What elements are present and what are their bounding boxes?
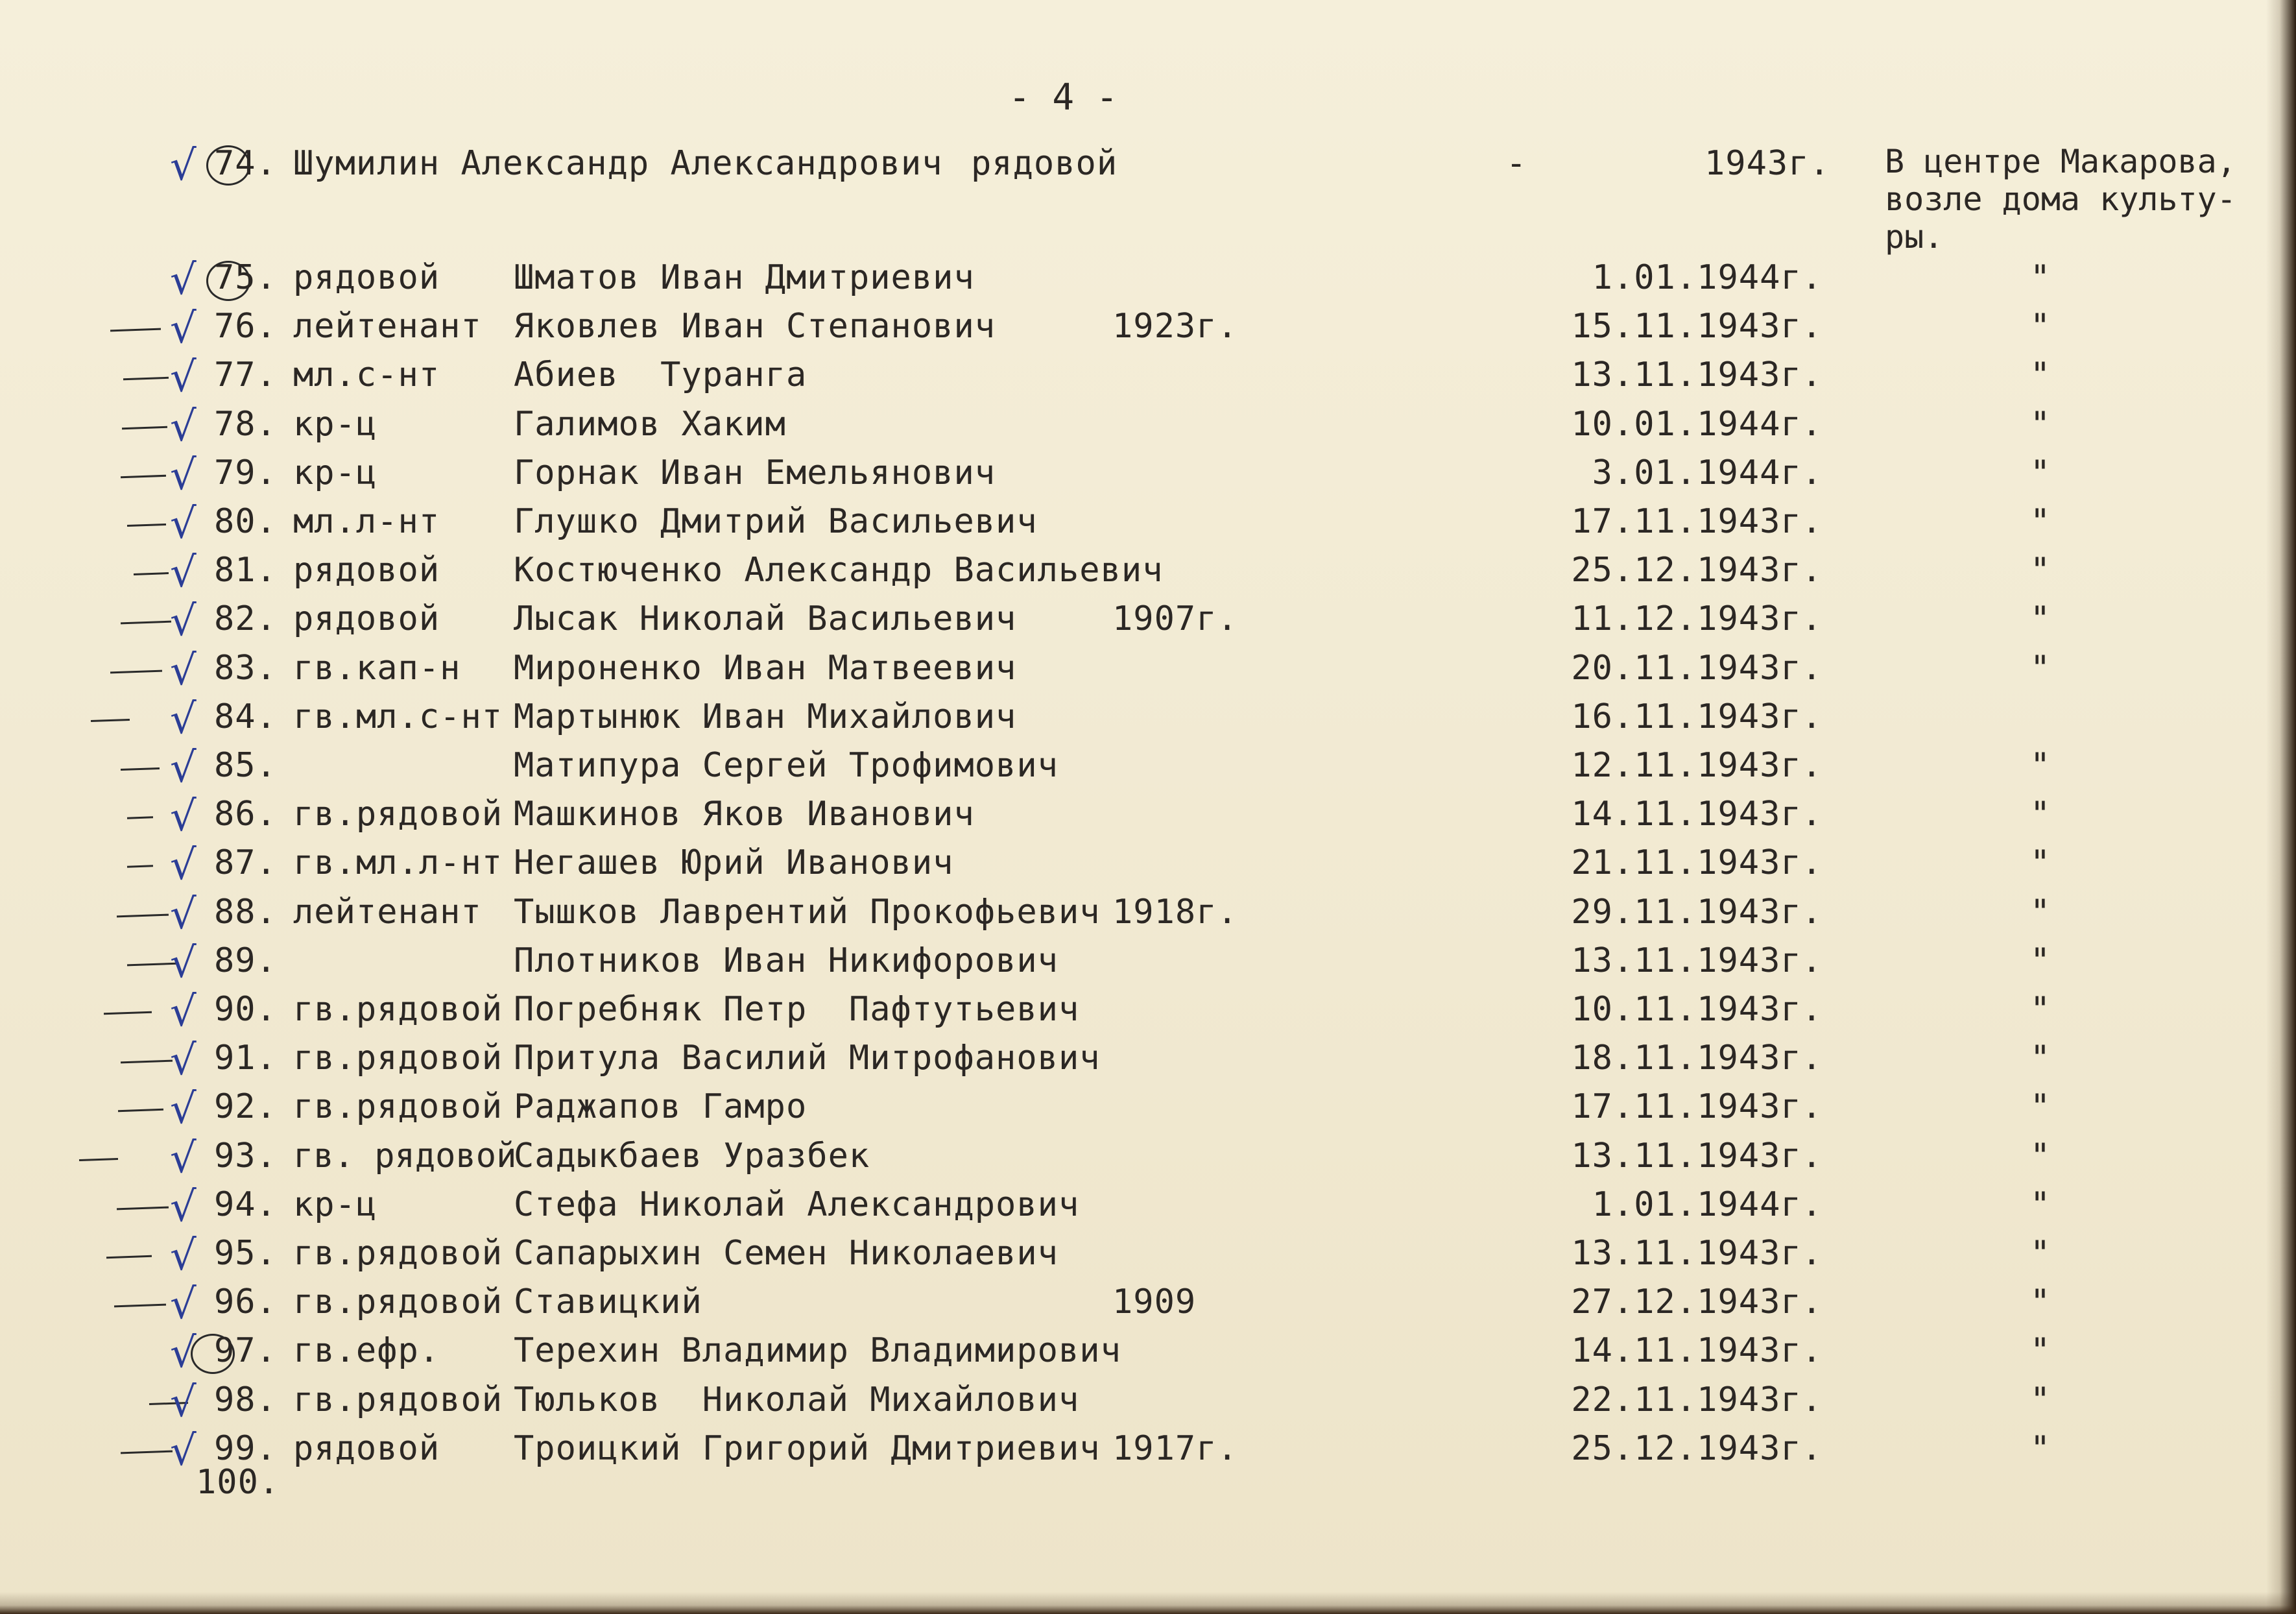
- row-place: ": [2029, 649, 2051, 688]
- table-row: [0, 746, 2296, 791]
- row-date: 13.11.1943г.: [1571, 1234, 1823, 1273]
- row-number: 99.: [214, 1429, 277, 1468]
- row-name: Раджапов Гамро: [514, 1087, 807, 1126]
- row-name: Стефа Николай Александрович: [514, 1185, 1080, 1224]
- check-mark-icon: √: [170, 1232, 197, 1280]
- check-mark-icon: √: [170, 305, 197, 353]
- row-date: 21.11.1943г.: [1571, 843, 1823, 882]
- row-date: 13.11.1943г.: [1571, 355, 1823, 394]
- row-rank: рядовой: [293, 258, 440, 297]
- row-number: 87.: [214, 843, 277, 882]
- row-name: Плотников Иван Никифорович: [514, 941, 1058, 980]
- row-number: 98.: [214, 1380, 277, 1419]
- table-row: [0, 307, 2296, 352]
- row-rank: гв.кап-н: [293, 649, 461, 688]
- row-number: 89.: [214, 941, 277, 980]
- row-place: ": [2029, 599, 2051, 638]
- table-row: [0, 1185, 2296, 1231]
- row-number: 100.: [196, 1463, 280, 1502]
- row-date: 1.01.1944г.: [1592, 1185, 1823, 1224]
- row-place: ": [2029, 502, 2051, 541]
- table-row: [0, 649, 2296, 694]
- dash-mark: [121, 1060, 173, 1064]
- row-place: ": [2029, 990, 2051, 1029]
- row-name: Лысак Николай Васильевич: [514, 599, 1017, 638]
- row-place: ": [2029, 355, 2051, 394]
- row-name: Притула Василий Митрофанович: [514, 1039, 1101, 1078]
- row-rank: гв.рядовой: [293, 1283, 503, 1321]
- check-mark-icon: √: [170, 142, 197, 190]
- row-number: 80.: [214, 502, 277, 541]
- row-rank: лейтенант: [293, 307, 482, 346]
- row-date: 13.11.1943г.: [1571, 941, 1823, 980]
- row-name: Сапарыхин Семен Николаевич: [514, 1234, 1058, 1273]
- dash-mark: [121, 767, 160, 771]
- table-row: [0, 843, 2296, 889]
- check-mark-icon: √: [170, 988, 197, 1036]
- check-mark-icon: √: [170, 452, 197, 500]
- row-name: Шумилин Александр Александрович: [293, 144, 943, 183]
- dash-mark: [110, 328, 161, 332]
- row-rank: лейтенант: [293, 893, 482, 932]
- row-rank: гв.рядовой: [293, 1380, 503, 1419]
- row-date: 20.11.1943г.: [1571, 649, 1823, 688]
- row-date: 16.11.1943г.: [1571, 697, 1823, 736]
- row-date: 14.11.1943г.: [1571, 1331, 1823, 1370]
- row-date: 11.12.1943г.: [1571, 599, 1823, 638]
- row-rank: кр-ц: [293, 1185, 377, 1224]
- table-row: [0, 355, 2296, 401]
- dash-mark: [121, 1451, 173, 1454]
- row-number: 97.: [214, 1331, 277, 1370]
- check-mark-icon: √: [170, 695, 197, 743]
- row-number: 95.: [214, 1234, 277, 1273]
- row-dash: -: [1506, 144, 1527, 183]
- dash-mark: [118, 1109, 163, 1112]
- table-row: [0, 405, 2296, 450]
- row-number: 85.: [214, 746, 277, 785]
- row-name: Мартынюк Иван Михайлович: [514, 697, 1017, 736]
- row-number: 76.: [214, 307, 277, 346]
- table-row-100: [0, 1463, 2296, 1508]
- check-mark-icon: √: [170, 597, 197, 645]
- row-date: 3.01.1944г.: [1592, 453, 1823, 492]
- check-mark-icon: √: [170, 354, 197, 402]
- row-number: 75.: [214, 258, 277, 297]
- dash-mark: [117, 1207, 169, 1210]
- row-number: 81.: [214, 551, 277, 590]
- row-number: 92.: [214, 1087, 277, 1126]
- table-row: [0, 990, 2296, 1035]
- dash-mark: [117, 914, 169, 918]
- row-rank: мл.с-нт: [293, 355, 440, 394]
- dash-mark: [123, 377, 169, 380]
- row-name: Шматов Иван Дмитриевич: [514, 258, 975, 297]
- row-place: ": [2029, 1429, 2051, 1468]
- row-rank: гв.рядовой: [293, 1087, 503, 1126]
- dash-mark: [114, 1304, 166, 1308]
- row-place: ": [2029, 1185, 2051, 1224]
- table-row: [0, 1283, 2296, 1328]
- row-date: 13.11.1943г.: [1571, 1137, 1823, 1175]
- row-number: 74.: [214, 144, 277, 183]
- check-mark-icon: √: [170, 647, 197, 695]
- row-rank: кр-ц: [293, 453, 377, 492]
- row-date: 18.11.1943г.: [1571, 1039, 1823, 1078]
- row-name: Горнак Иван Емельянович: [514, 453, 996, 492]
- row-number: 96.: [214, 1283, 277, 1321]
- row-rank: мл.л-нт: [293, 502, 440, 541]
- row-year: 1917г.: [1112, 1429, 1238, 1468]
- row-year: 1907г.: [1112, 599, 1238, 638]
- row-place: ": [2029, 307, 2051, 346]
- row-rank: гв.рядовой: [293, 1039, 503, 1078]
- row-name: Ставицкий: [514, 1283, 702, 1321]
- check-mark-icon: √: [170, 500, 197, 548]
- table-row: [0, 1039, 2296, 1084]
- row-name: Мироненко Иван Матвеевич: [514, 649, 1017, 688]
- table-row: [0, 941, 2296, 987]
- dash-mark: [127, 524, 166, 527]
- row-place: ": [2029, 1039, 2051, 1078]
- row-rank: рядовой: [293, 599, 440, 638]
- table-row: [0, 1380, 2296, 1426]
- row-place: ": [2029, 746, 2051, 785]
- row-date: 10.01.1944г.: [1571, 405, 1823, 444]
- check-mark-icon: √: [170, 939, 197, 987]
- row-number: 90.: [214, 990, 277, 1029]
- table-row: [0, 1087, 2296, 1133]
- row-date: 17.11.1943г.: [1571, 1087, 1823, 1126]
- dash-mark: [106, 1255, 152, 1259]
- check-mark-icon: √: [170, 256, 197, 304]
- row-rank: рядовой: [293, 551, 440, 590]
- row-number: 78.: [214, 405, 277, 444]
- dash-mark: [104, 1011, 152, 1015]
- dash-mark: [121, 621, 171, 625]
- row-date: 25.12.1943г.: [1571, 551, 1823, 590]
- row-number: 88.: [214, 893, 277, 932]
- table-row: [0, 1234, 2296, 1279]
- row-number: 82.: [214, 599, 277, 638]
- row-place: ": [2029, 405, 2051, 444]
- row-date: 15.11.1943г.: [1571, 307, 1823, 346]
- row-number: 79.: [214, 453, 277, 492]
- row-year: 1923г.: [1112, 307, 1238, 346]
- row-number: 86.: [214, 795, 277, 834]
- row-name: Тышков Лаврентий Прокофьевич: [514, 893, 1101, 932]
- dash-mark: [79, 1158, 118, 1161]
- row-rank: гв. рядовой: [293, 1137, 517, 1175]
- table-row: [0, 893, 2296, 938]
- check-mark-icon: √: [170, 1135, 197, 1183]
- row-rank: гв.рядовой: [293, 1234, 503, 1273]
- row-rank: гв.рядовой: [293, 990, 503, 1029]
- row-place: ": [2029, 941, 2051, 980]
- row-place: ": [2029, 1380, 2051, 1419]
- row-rank: гв.рядовой: [293, 795, 503, 834]
- row-date: 27.12.1943г.: [1571, 1283, 1823, 1321]
- row-place: ": [2029, 1087, 2051, 1126]
- row-name: Яковлев Иван Степанович: [514, 307, 996, 346]
- dash-mark: [91, 719, 130, 722]
- row-place: ": [2029, 258, 2051, 297]
- burial-place-note: В центре Макарова, возле дома культу- ры.: [1885, 143, 2236, 256]
- row-name: Костюченко Александр Васильевич: [514, 551, 1164, 590]
- row-name: Матипура Сергей Трофимович: [514, 746, 1058, 785]
- page-edge: [0, 1592, 2296, 1614]
- dash-mark: [110, 670, 162, 674]
- table-row: [0, 502, 2296, 548]
- check-mark-icon: √: [170, 403, 197, 451]
- row-rank: гв.мл.л-нт: [293, 843, 503, 882]
- row-number: 91.: [214, 1039, 277, 1078]
- row-date: 22.11.1943г.: [1571, 1380, 1823, 1419]
- row-name: Галимов Хаким: [514, 405, 786, 444]
- row-place: ": [2029, 551, 2051, 590]
- check-mark-icon: √: [170, 1427, 197, 1475]
- check-mark-icon: √: [170, 549, 197, 597]
- row-date: 17.11.1943г.: [1571, 502, 1823, 541]
- row-place: ": [2029, 795, 2051, 834]
- table-row: [0, 1331, 2296, 1377]
- check-mark-icon: √: [170, 841, 197, 889]
- row-name: Негашев Юрий Иванович: [514, 843, 954, 882]
- row-year: 1909: [1112, 1283, 1197, 1321]
- row-rank: гв.ефр.: [293, 1331, 440, 1370]
- row-number: 94.: [214, 1185, 277, 1224]
- row-date: 10.11.1943г.: [1571, 990, 1823, 1029]
- row-name: Тюльков Николай Михайлович: [514, 1380, 1080, 1419]
- check-mark-icon: √: [170, 1379, 197, 1427]
- row-date: 29.11.1943г.: [1571, 893, 1823, 932]
- row-name: Погребняк Петр Пафтутьевич: [514, 990, 1080, 1029]
- row-date: 1.01.1944г.: [1592, 258, 1823, 297]
- row-name: Терехин Владимир Владимирович: [514, 1331, 1121, 1370]
- table-row: [0, 697, 2296, 743]
- row-rank: рядовой: [971, 144, 1118, 183]
- table-row: [0, 258, 2296, 304]
- check-mark-icon: √: [170, 744, 197, 792]
- dash-mark: [127, 865, 153, 867]
- check-mark-icon: √: [170, 891, 197, 939]
- page-number: - 4 -: [1009, 77, 1118, 119]
- table-row: [0, 453, 2296, 499]
- row-place: ": [2029, 1137, 2051, 1175]
- row-place: ": [2029, 893, 2051, 932]
- table-row: [0, 551, 2296, 596]
- row-number: 84.: [214, 697, 277, 736]
- row-name: Троицкий Григорий Дмитриевич: [514, 1429, 1101, 1468]
- check-mark-icon: √: [170, 1037, 197, 1085]
- row-place: ": [2029, 843, 2051, 882]
- check-mark-icon: √: [170, 793, 197, 841]
- row-date: 14.11.1943г.: [1571, 795, 1823, 834]
- table-row: [0, 1137, 2296, 1182]
- dash-mark: [127, 816, 153, 819]
- check-mark-icon: √: [170, 1281, 197, 1329]
- row-rank: рядовой: [293, 1429, 440, 1468]
- row-place: ": [2029, 1283, 2051, 1321]
- row-name: Машкинов Яков Иванович: [514, 795, 975, 834]
- dash-mark: [122, 426, 167, 429]
- check-mark-icon: √: [170, 1183, 197, 1231]
- row-name: Глушко Дмитрий Васильевич: [514, 502, 1038, 541]
- row-place: ": [2029, 1234, 2051, 1273]
- row-date: 12.11.1943г.: [1571, 746, 1823, 785]
- page-edge: [2266, 0, 2296, 1614]
- check-mark-icon: √: [170, 1329, 197, 1377]
- table-row: [0, 795, 2296, 840]
- table-row: [0, 599, 2296, 645]
- row-place: ": [2029, 1331, 2051, 1370]
- row-name: Садыкбаев Уразбек: [514, 1137, 870, 1175]
- dash-mark: [134, 572, 169, 575]
- row-place: ": [2029, 453, 2051, 492]
- row-number: 93.: [214, 1137, 277, 1175]
- check-mark-icon: √: [170, 1085, 197, 1133]
- row-number: 83.: [214, 649, 277, 688]
- row-number: 77.: [214, 355, 277, 394]
- row-date: 25.12.1943г.: [1571, 1429, 1823, 1468]
- row-rank: гв.мл.с-нт: [293, 697, 503, 736]
- row-rank: кр-ц: [293, 405, 377, 444]
- row-year: 1918г.: [1112, 893, 1238, 932]
- row-name: Абиев Туранга: [514, 355, 807, 394]
- dash-mark: [121, 475, 166, 478]
- row-date: 1943г.: [1704, 144, 1830, 183]
